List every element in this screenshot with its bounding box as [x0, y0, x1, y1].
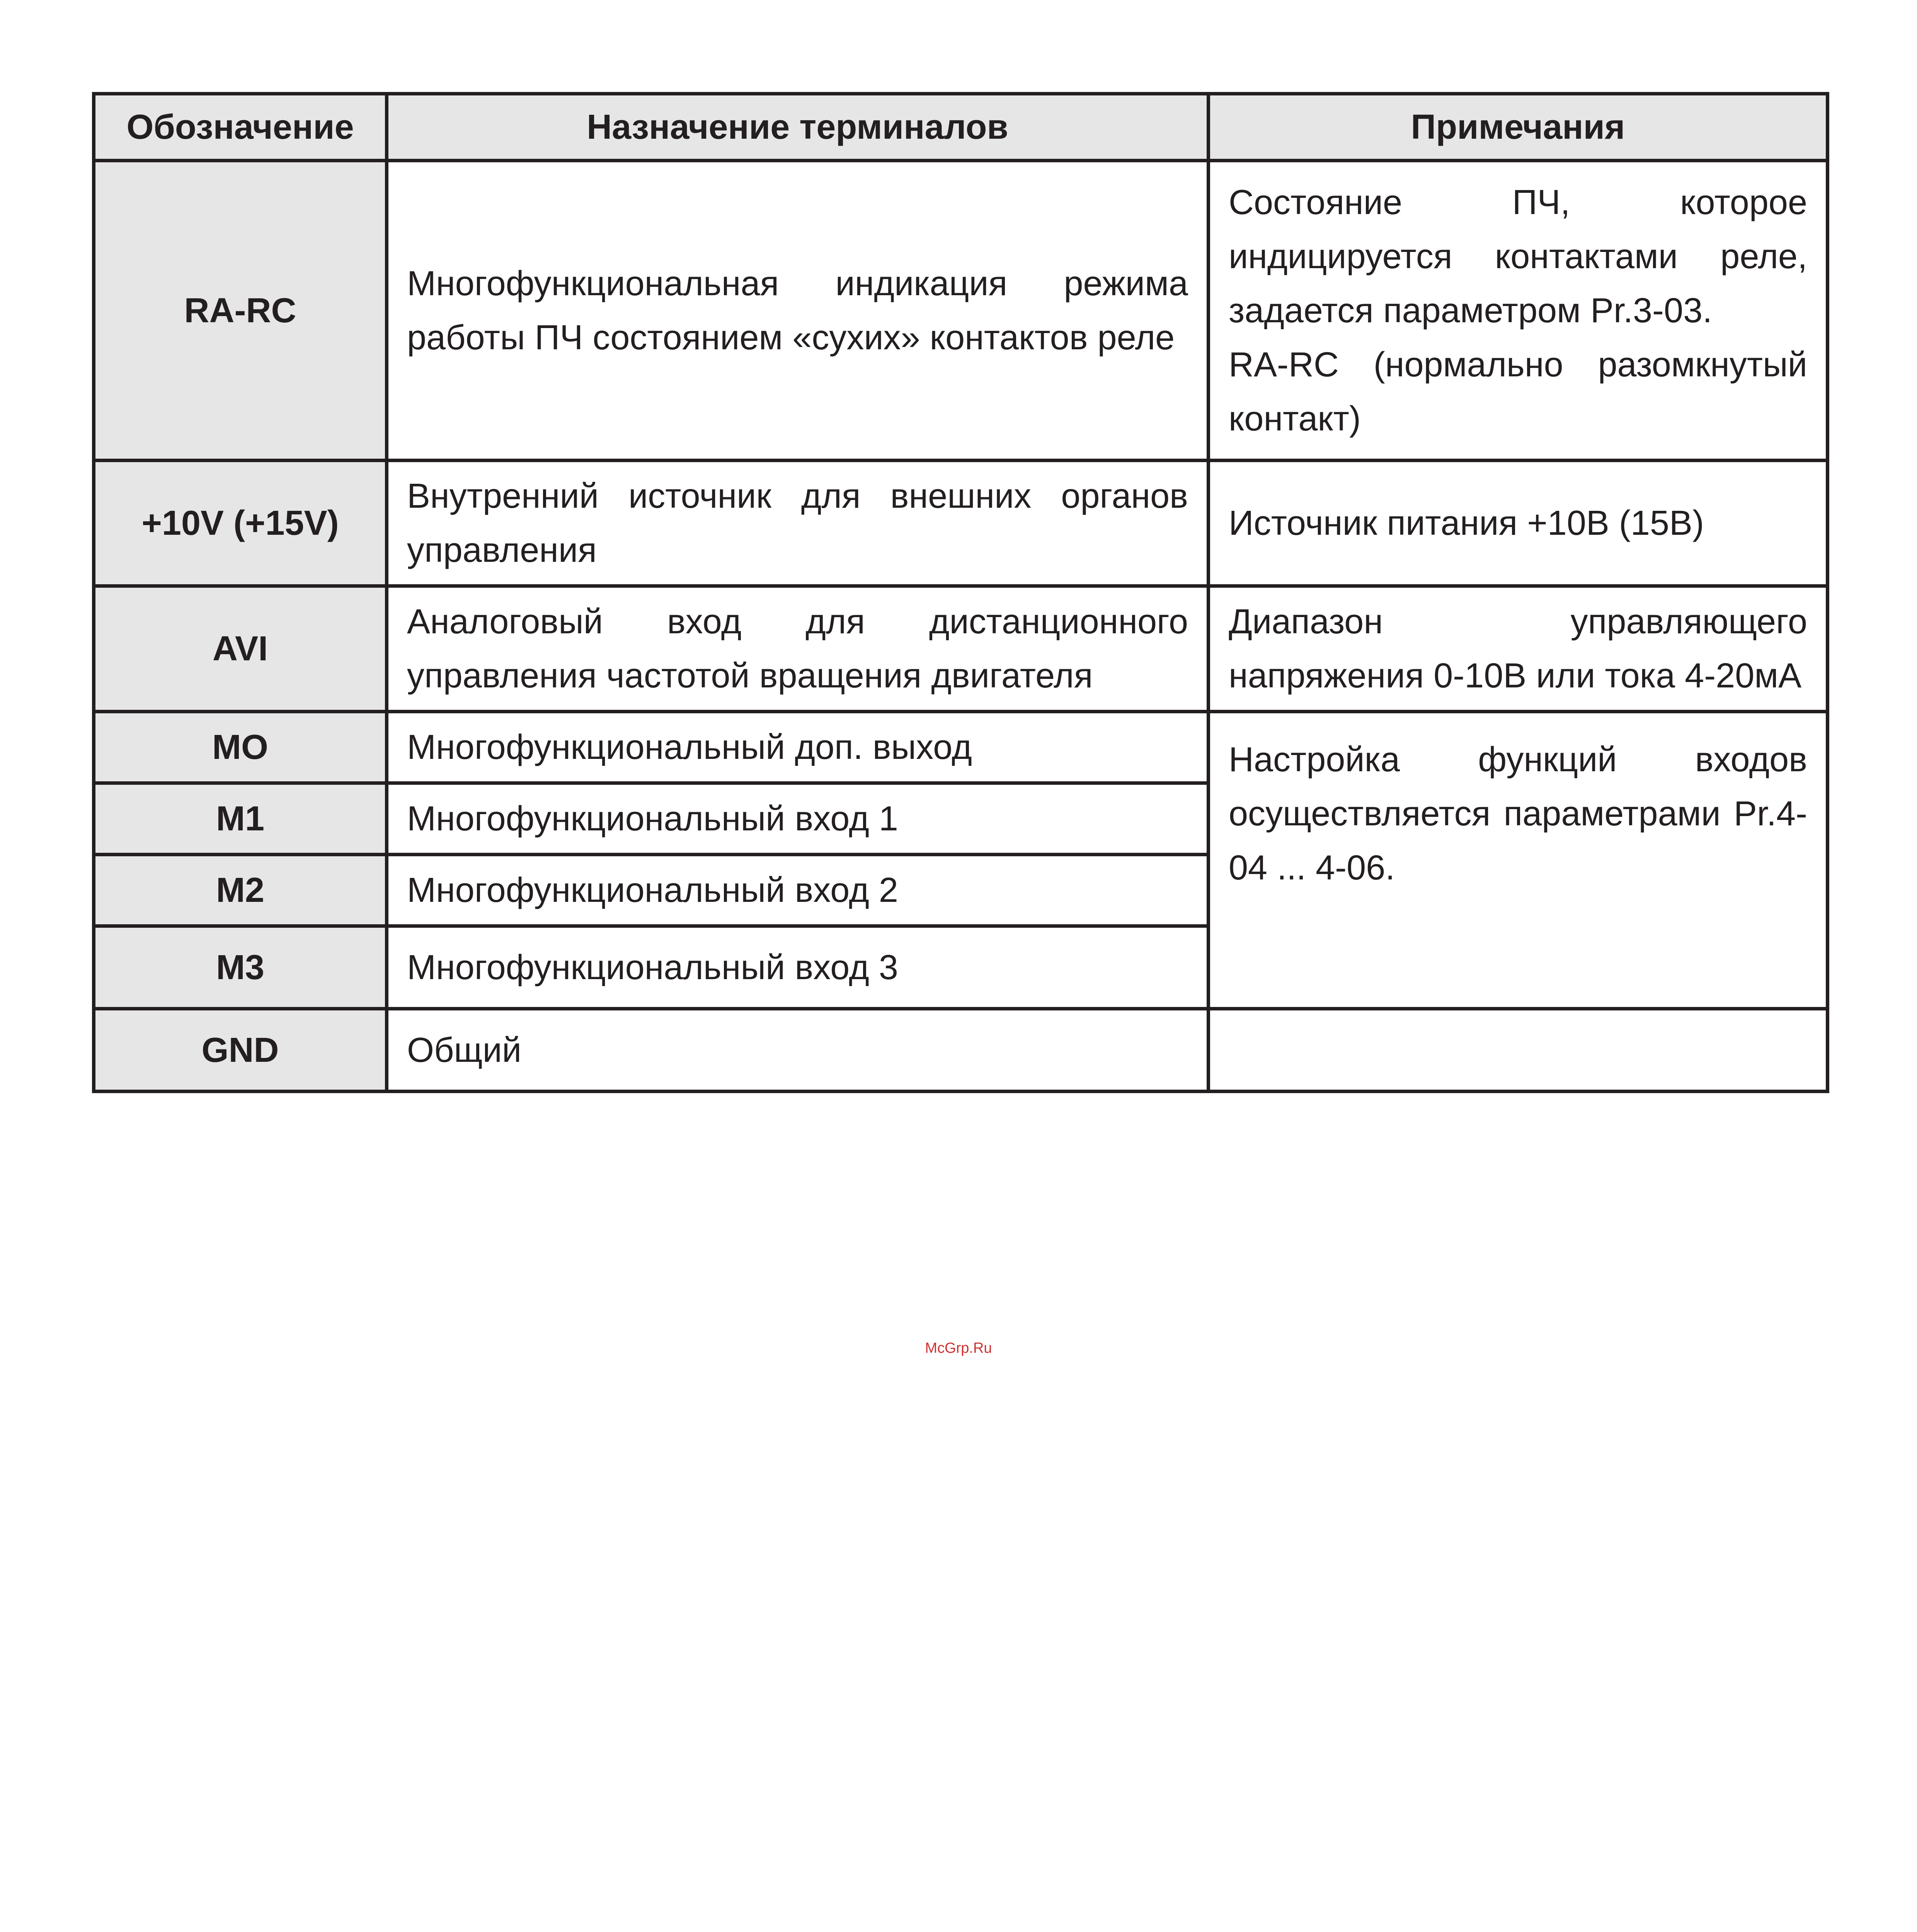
terminal-code: M2 [94, 855, 387, 926]
terminal-note: Диапазон управляющего напряжения 0-10В или тока 4-20мА [1209, 586, 1828, 712]
terminal-description: Аналоговый вход для дистанционного управления частотой вращения двигателя [387, 586, 1209, 712]
terminal-note [1209, 1009, 1828, 1092]
terminal-description: Многофункциональный вход 2 [387, 855, 1209, 926]
terminal-note [1209, 161, 1828, 461]
terminal-description: Многофункциональный доп. выход [387, 712, 1209, 783]
watermark-text: McGrp.Ru [925, 1340, 992, 1356]
terminal-code: RA-RC [94, 161, 387, 461]
terminal-description: Многофункциональный вход 1 [387, 783, 1209, 855]
terminal-description: Общий [387, 1009, 1209, 1092]
table-row [94, 461, 1828, 586]
terminal-description: Многофункциональный вход 3 [387, 926, 1209, 1009]
header-notes: Примечания [1209, 94, 1828, 161]
terminal-code: M1 [94, 783, 387, 855]
terminal-description: Многофункциональная индикация режима работы ПЧ состоянием «сухих» контактов реле [387, 161, 1209, 461]
terminal-code: +10V (+15V) [94, 461, 387, 586]
table-header-row [94, 94, 1828, 161]
terminal-table [92, 92, 1829, 1093]
terminal-note: Настройка функций входов осуществляется параметрами Pr.4-04 ... 4-06. [1209, 712, 1828, 1009]
terminal-note: Источник питания +10В (15В) [1209, 461, 1828, 586]
note-line: Состояние ПЧ, которое индицируется контактами реле, задается параметром Pr.3-03. [1229, 183, 1807, 330]
terminal-code: MO [94, 712, 387, 783]
terminal-code: M3 [94, 926, 387, 1009]
header-purpose: Назначение терминалов [387, 94, 1209, 161]
table-row [94, 712, 1828, 783]
table-row [94, 1009, 1828, 1092]
table-row [94, 586, 1828, 712]
header-designation: Обозначение [94, 94, 387, 161]
terminal-code: AVI [94, 586, 387, 712]
table-row [94, 161, 1828, 461]
terminal-code: GND [94, 1009, 387, 1092]
note-line: RA-RC (нормально разомкнутый контакт) [1229, 345, 1807, 438]
terminal-description: Внутренний источник для внешних органов управления [387, 461, 1209, 586]
